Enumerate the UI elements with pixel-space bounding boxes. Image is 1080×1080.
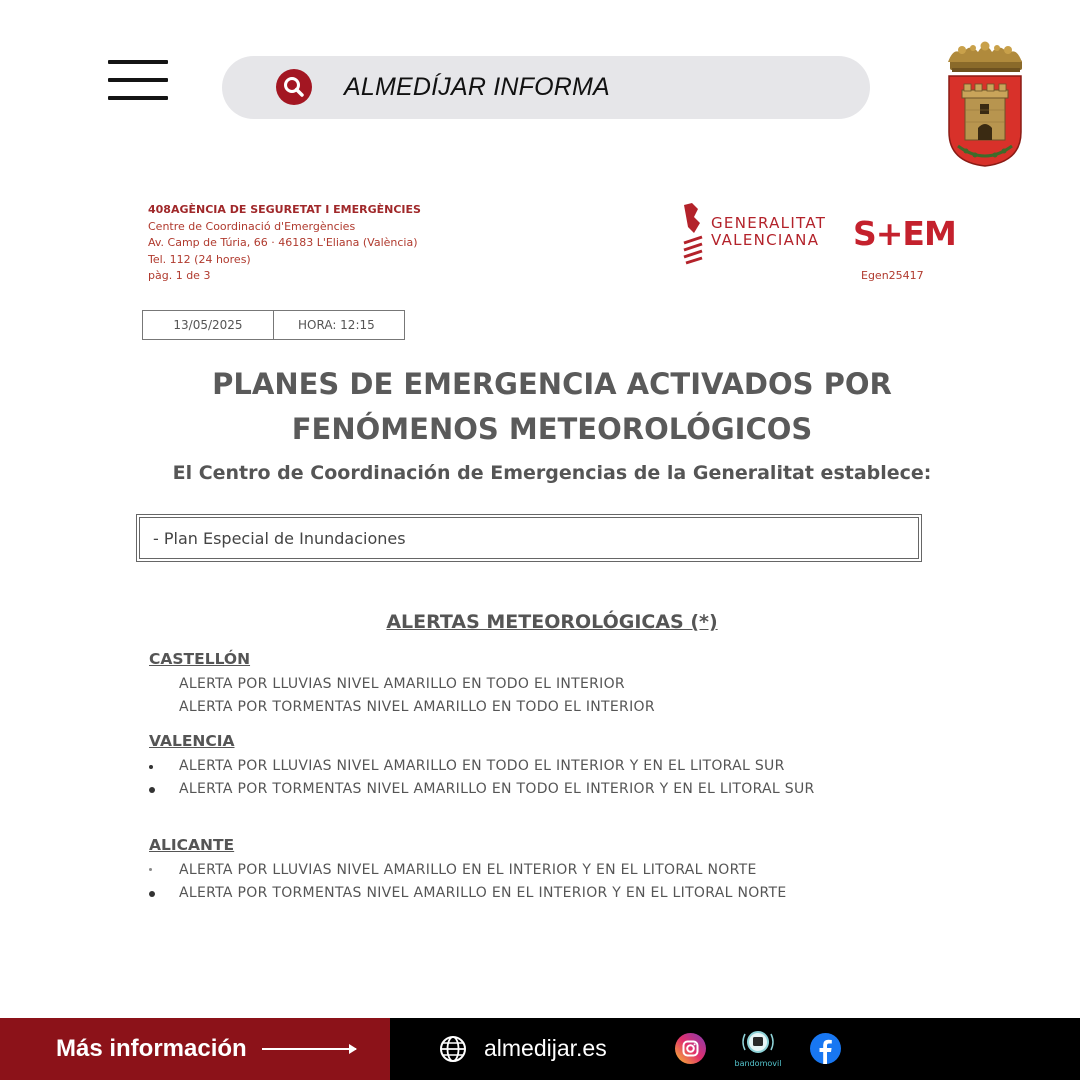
agency-info xyxy=(148,202,421,285)
document-code: Egen25417 xyxy=(861,269,924,282)
globe-icon xyxy=(439,1035,467,1063)
document-time: HORA: 12:15 xyxy=(298,318,375,332)
page-number: pàg. 1 de 3 xyxy=(148,269,211,282)
alert-item: ALERTA POR TORMENTAS NIVEL AMARILLO EN EL INTERIOR Y EN EL LITORAL NORTE xyxy=(179,885,787,901)
alert-item: ALERTA POR LLUVIAS NIVEL AMARILLO EN EL INTERIOR Y EN EL LITORAL NORTE xyxy=(179,862,757,878)
gva-line-2: VALENCIANA xyxy=(711,231,820,249)
plan-box xyxy=(136,514,922,562)
facebook-icon[interactable] xyxy=(810,1033,841,1064)
footer-bar xyxy=(0,1018,1080,1080)
agency-address: Av. Camp de Túria, 66 · 46183 L'Eliana (València) xyxy=(148,236,418,249)
plan-name: - Plan Especial de Inundaciones xyxy=(139,517,919,559)
alert-item: ALERTA POR TORMENTAS NIVEL AMARILLO EN TODO EL INTERIOR xyxy=(179,699,655,715)
alert-item: ALERTA POR TORMENTAS NIVEL AMARILLO EN TODO EL INTERIOR Y EN EL LITORAL SUR xyxy=(179,781,815,797)
more-info-label[interactable]: Más información xyxy=(56,1035,247,1062)
title-line-1: PLANES DE EMERGENCIA ACTIVADOS POR xyxy=(212,367,892,401)
instagram-icon[interactable] xyxy=(675,1033,706,1064)
agency-name: 408AGÈNCIA DE SEGURETAT I EMERGÈNCIES xyxy=(148,203,421,216)
province-alicante: ALICANTE xyxy=(149,836,235,854)
bullet-icon xyxy=(149,765,153,769)
bullet-icon xyxy=(149,787,155,793)
province-castellon: CASTELLÓN xyxy=(149,650,251,668)
alert-item: ALERTA POR LLUVIAS NIVEL AMARILLO EN TODO EL INTERIOR Y EN EL LITORAL SUR xyxy=(179,758,785,774)
bandomovil-icon[interactable] xyxy=(725,1028,791,1070)
bandomovil-label: bandomovil xyxy=(734,1059,782,1068)
arrow-right-icon xyxy=(262,1048,356,1050)
agency-phone: Tel. 112 (24 hores) xyxy=(148,252,251,266)
province-valencia: VALENCIA xyxy=(149,732,235,750)
date-time-box xyxy=(142,310,405,340)
title-line-2: FENÓMENOS METEOROLÓGICOS xyxy=(291,412,813,446)
generalitat-logo-text xyxy=(711,215,826,249)
more-info-panel[interactable] xyxy=(0,1018,390,1080)
document-title xyxy=(140,362,964,452)
sem-logo: S+EM xyxy=(853,214,956,253)
website-link[interactable]: almedijar.es xyxy=(484,1035,607,1061)
gva-line-1: GENERALITAT xyxy=(711,214,827,232)
header-title: ALMEDÍJAR INFORMA xyxy=(344,73,610,101)
alert-item: ALERTA POR LLUVIAS NIVEL AMARILLO EN TODO EL INTERIOR xyxy=(179,676,625,692)
alerts-heading: ALERTAS METEOROLÓGICAS (*) xyxy=(386,611,718,633)
document-subtitle: El Centro de Coordinación de Emergencias de la Generalitat establece: xyxy=(172,462,932,484)
bullet-icon xyxy=(149,891,155,897)
agency-center: Centre de Coordinació d'Emergències xyxy=(148,219,356,233)
document-date: 13/05/2025 xyxy=(143,311,274,339)
bullet-icon xyxy=(149,868,152,871)
